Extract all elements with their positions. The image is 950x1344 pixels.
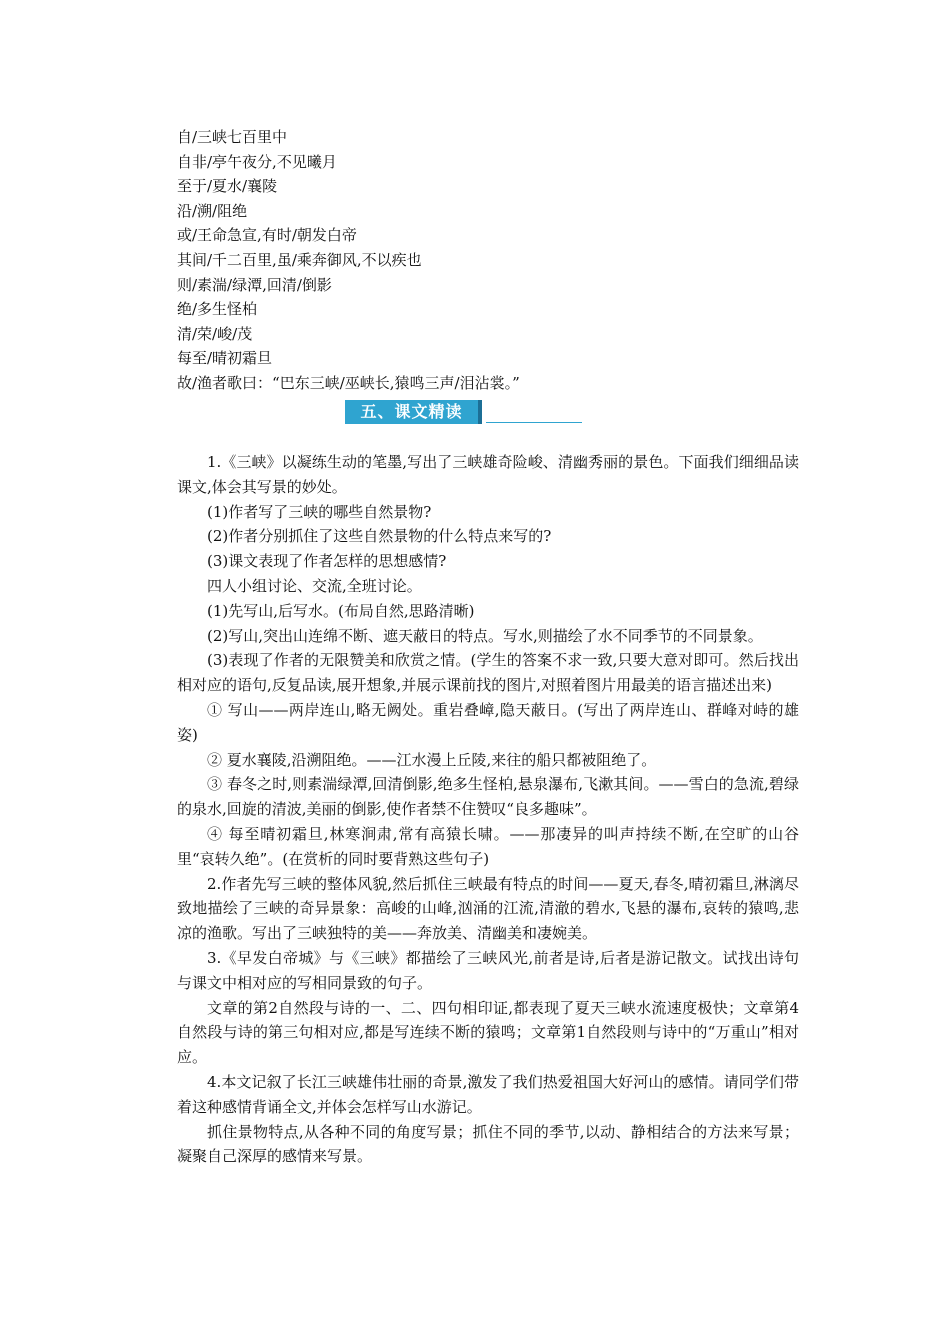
answer-paragraph: (3)表现了作者的无限赞美和欣赏之情。(学生的答案不求一致,只要大意对即可。然后找出相对应的语句,反复品读,展开想象,并展示课前找的图片,对照着图片用最美的语言描述出来)	[177, 651, 799, 695]
pause-line: 每至/晴初霜旦	[177, 349, 273, 368]
answer-paragraph: 文章的第2自然段与诗的一、二、四句相印证,都表现了夏天三峡水流速度极快；文章第4自然段与诗的第三句相对应,都是写连续不断的猿鸣；文章第1自然段则与诗中的“万重山”相对应。	[177, 998, 799, 1067]
pause-line: 故/渔者歌曰：“巴东三峡/巫峡长,猿鸣三声/泪沾裳。”	[177, 373, 520, 392]
answer-item: ① 写山——两岸连山,略无阙处。重岩叠嶂,隐天蔽日。(写出了两岸连山、群峰对峙的雄姿)	[177, 700, 799, 744]
answer-item: ③ 春冬之时,则素湍绿潭,回清倒影,绝多生怪柏,悬泉瀑布,飞漱其间。——雪白的急流,碧绿的泉水,回旋的清波,美丽的倒影,使作者禁不住赞叹“良多趣味”。	[177, 775, 799, 819]
section-title: 五、课文精读	[360, 402, 463, 421]
sub-question: (1)作者写了三峡的哪些自然景物?	[207, 502, 432, 521]
question-paragraph: 1.《三峡》以凝练生动的笔墨,写出了三峡雄奇险峻、清幽秀丽的景色。下面我们细细品读课文,体会其写景的妙处。	[177, 453, 799, 496]
pause-line: 绝/多生怪柏	[177, 300, 258, 319]
pause-line: 则/素湍/绿潭,回清/倒影	[177, 275, 332, 294]
answer-item: ② 夏水襄陵,沿溯阻绝。——江水漫上丘陵,来往的船只都被阻绝了。	[207, 750, 657, 769]
question-paragraph: 3.《早发白帝城》与《三峡》都描绘了三峡风光,前者是诗,后者是游记散文。试找出诗句与课文中相对应的写相同景致的句子。	[177, 948, 799, 992]
answer-paragraph: (1)先写山,后写水。(布局自然,思路清晰)	[207, 601, 475, 620]
sub-question: (3)课文表现了作者怎样的思想感情?	[207, 552, 447, 571]
reading-body	[177, 450, 799, 1169]
reading-pause-list	[177, 125, 797, 396]
pause-line: 自/三峡七百里中	[177, 128, 288, 146]
pause-line: 其间/千二百里,虽/乘奔御风,不以疾也	[177, 250, 422, 269]
sub-question: (2)作者分别抓住了这些自然景物的什么特点来写的?	[207, 527, 552, 546]
question-paragraph: 2.作者先写三峡的整体风貌,然后抓住三峡最有特点的时间——夏天,春冬,晴初霜旦,淋漓尽致地描绘了三峡的奇异景象：高峻的山峰,汹涌的江流,清澈的碧水,飞悬的瀑布,哀转的猿鸣,悲凉的渔歌。写出了三峡独特的美——奔放美、清幽美和凄婉美。	[177, 874, 799, 943]
question-paragraph: 4.本文记叙了长江三峡雄伟壮丽的奇景,激发了我们热爱祖国大好河山的感情。请同学们带着这种感情背诵全文,并体会怎样写山水游记。	[177, 1072, 799, 1116]
instruction-paragraph: 四人小组讨论、交流,全班讨论。	[207, 576, 422, 595]
pause-line: 至于/夏水/襄陵	[177, 177, 278, 196]
section-header	[345, 400, 585, 428]
answer-paragraph: 抓住景物特点,从各种不同的角度写景；抓住不同的季节,以动、静相结合的方法来写景；凝聚自己深厚的感情来写景。	[177, 1122, 799, 1166]
pause-line: 自非/亭午夜分,不见曦月	[177, 152, 337, 171]
answer-paragraph: (2)写山,突出山连绵不断、遮天蔽日的特点。写水,则描绘了水不同季节的不同景象。	[207, 626, 763, 645]
pause-line: 沿/溯/阻绝	[177, 201, 248, 220]
pause-line: 清/荣/峻/茂	[177, 324, 253, 343]
answer-item: ④ 每至晴初霜旦,林寒涧肃,常有高猿长啸。——那凄异的叫声持续不断,在空旷的山谷里“哀转久绝”。(在赏析的同时要背熟这些句子)	[177, 824, 799, 868]
pause-line: 或/王命急宣,有时/朝发白帝	[177, 226, 357, 245]
section-header-rule	[486, 422, 582, 423]
